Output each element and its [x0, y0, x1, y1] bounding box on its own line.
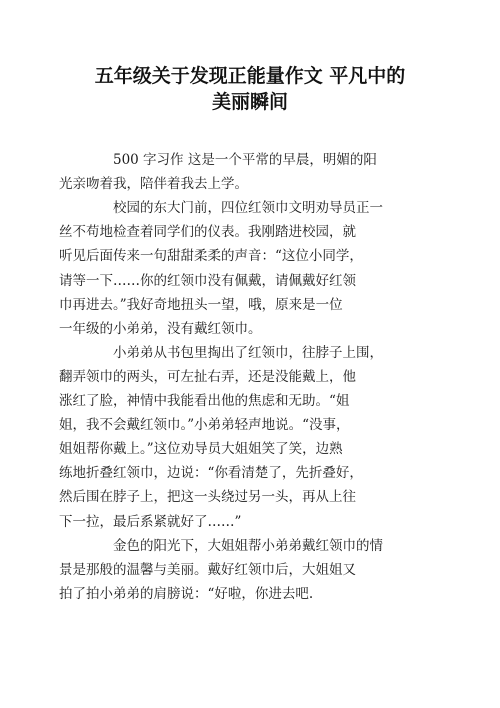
- essay-line: 景是那般的温馨与美丽。戴好红领巾后，大姐姐又: [59, 561, 356, 578]
- essay-line: 小弟弟从书包里掏出了红领巾，往脖子上围，: [113, 344, 383, 361]
- essay-line: 校园的东大门前，四位红领巾文明劝导员正一: [113, 200, 383, 217]
- essay-line: 请等一下……你的红领巾没有佩戴，请佩戴好红领: [59, 272, 356, 289]
- essay-line: 光亲吻着我，陪伴着我去上学。: [59, 176, 248, 193]
- essay-line: 翻弄领巾的两头，可左扯右弄，还是没能戴上，他: [59, 368, 356, 385]
- essay-line: 姐姐帮你戴上。”这位劝导员大姐姐笑了笑，边熟: [59, 441, 343, 458]
- essay-line: 练地折叠红领巾，边说：“你看清楚了，先折叠好，: [59, 465, 363, 482]
- document-title-line-1: 五年级关于发现正能量作文 平凡中的: [94, 65, 406, 87]
- essay-line: 一年级的小弟弟，没有戴红领巾。: [59, 320, 262, 337]
- essay-line: 听见后面传来一句甜甜柔柔的声音：“这位小同学，: [59, 248, 363, 265]
- essay-line: 500 字习作 这是一个平常的早晨，明媚的阳: [113, 152, 377, 168]
- essay-line: 姐，我不会戴红领巾。”小弟弟轻声地说。“没事，: [59, 417, 350, 434]
- essay-line: 丝不苟地检查着同学们的仪表。我刚踏进校园，就: [59, 224, 356, 241]
- essay-line: 下一拉，最后系紧就好了……”: [59, 513, 242, 530]
- essay-line: 然后围在脖子上，把这一头绕过另一头，再从上往: [59, 489, 356, 506]
- document-title-line-2: 美丽瞬间: [211, 91, 288, 113]
- essay-line: 涨红了脸，神情中我能看出他的焦虑和无助。“姐: [59, 393, 350, 409]
- essay-line: 拍了拍小弟弟的肩膀说：“好啦，你进去吧.: [59, 585, 314, 602]
- essay-line: 巾再进去。”我好奇地扭头一望，哦，原来是一位: [59, 296, 343, 313]
- essay-line: 金色的阳光下，大姐姐帮小弟弟戴红领巾的情: [113, 537, 383, 554]
